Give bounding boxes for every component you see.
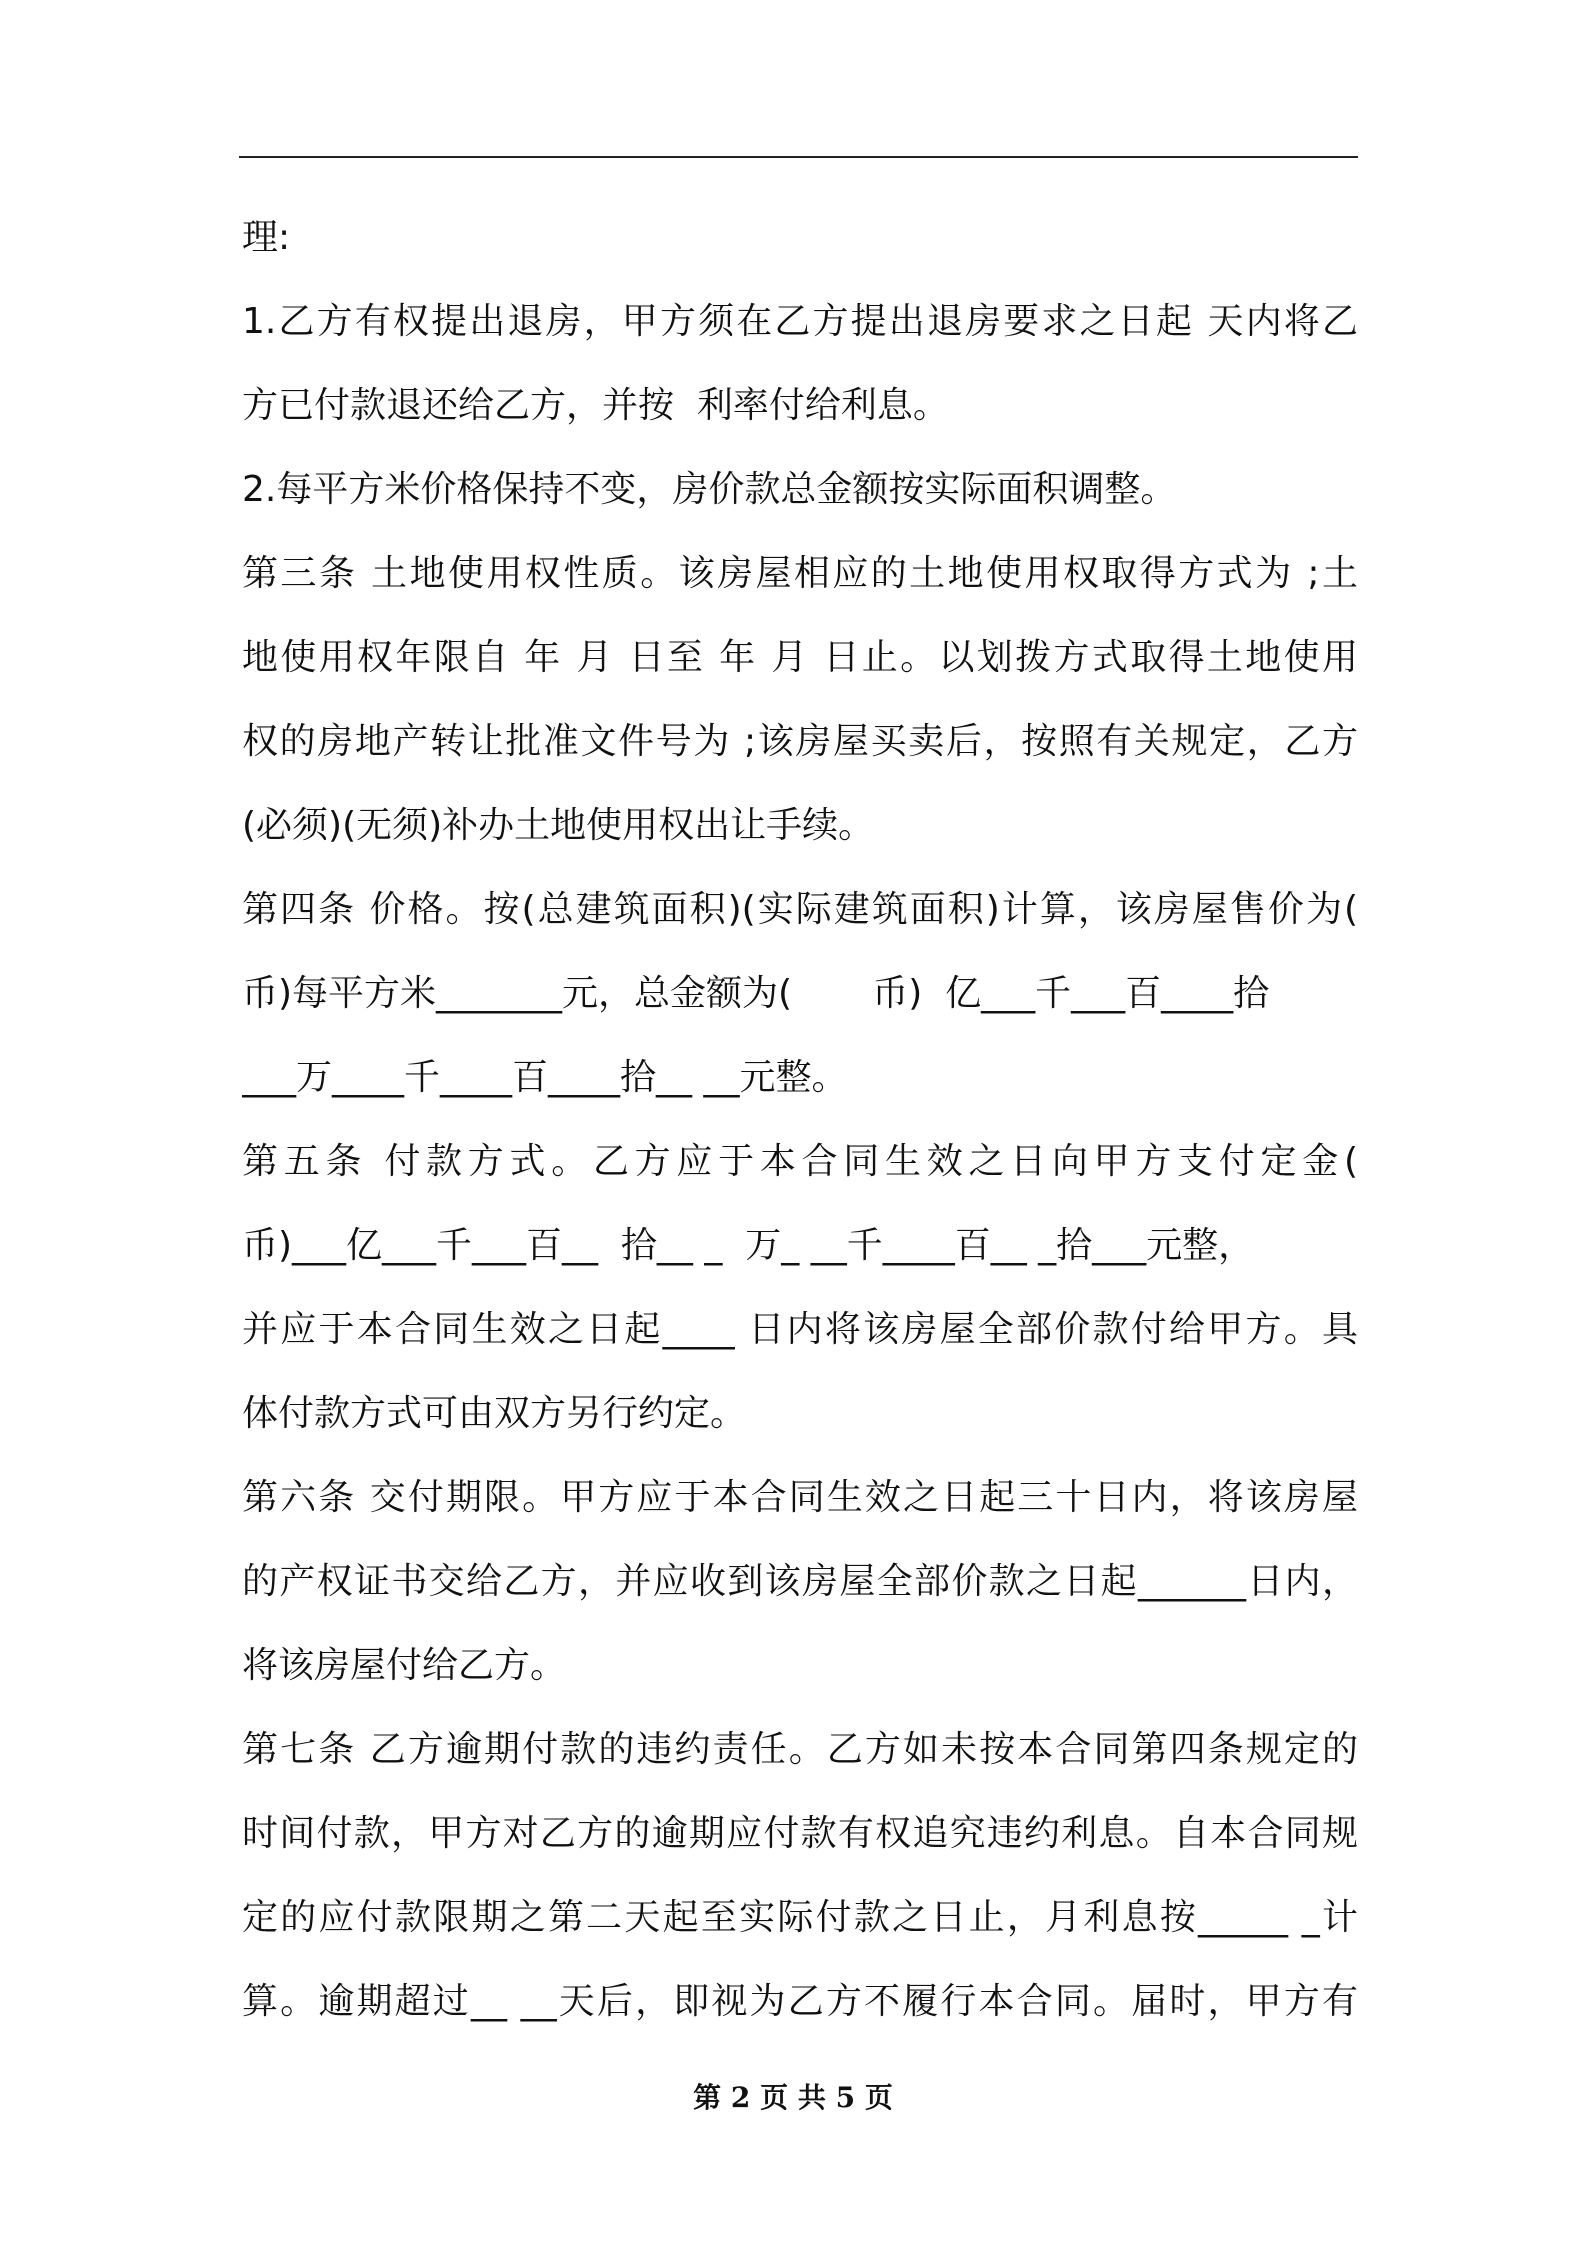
text-line: 时间付款，甲方对乙方的逾期应付款有权追究违约利息。自本合同规	[242, 1813, 1358, 1854]
text-line: 权的房地产转让批准文件号为 ;该房屋买卖后，按照有关规定，乙方	[242, 721, 1358, 762]
page-number: 第 2 页 共 5 页	[693, 2081, 893, 2114]
text-line: 第五条 付款方式。乙方应于本合同生效之日向甲方支付定金(	[242, 1141, 1358, 1182]
text-line: 地使用权年限自 年 月 日至 年 月 日止。以划拨方式取得土地使用	[242, 637, 1358, 678]
header-rule	[239, 156, 1358, 158]
text-line: 定的应付款限期之第二天起至实际付款之日止，月利息按_____ _计	[242, 1897, 1358, 1938]
text-line: 第七条 乙方逾期付款的违约责任。乙方如未按本合同第四条规定的	[242, 1729, 1358, 1770]
text-line: 并应于本合同生效之日起____ 日内将该房屋全部价款付给甲方。具	[242, 1309, 1358, 1350]
text-line: 第六条 交付期限。甲方应于本合同生效之日起三十日内，将该房屋	[242, 1477, 1358, 1518]
text-line: 1.乙方有权提出退房，甲方须在乙方提出退房要求之日起 天内将乙	[242, 301, 1358, 342]
text-line: 币)每平方米_______元，总金额为( 币) 亿___千___百____拾	[242, 973, 1270, 1014]
text-line: 将该房屋付给乙方。	[242, 1645, 567, 1686]
text-line: 第三条 土地使用权性质。该房屋相应的土地使用权取得方式为 ;土	[242, 553, 1358, 594]
text-line: 体付款方式可由双方另行约定。	[242, 1393, 747, 1434]
text-line: 2.每平方米价格保持不变，房价款总金额按实际面积调整。	[242, 469, 1177, 510]
text-line: 方已付款退还给乙方，并按 利率付给利息。	[242, 385, 949, 426]
text-line: (必须)(无须)补办土地使用权出让手续。	[242, 805, 875, 846]
text-line: 第四条 价格。按(总建筑面积)(实际建筑面积)计算，该房屋售价为(	[242, 889, 1358, 930]
text-line: 算。逾期超过__ __天后，即视为乙方不履行本合同。届时，甲方有	[242, 1981, 1358, 2022]
document-body	[242, 196, 1358, 2044]
text-line: 理:	[242, 217, 291, 258]
text-line: ___万____千____百____拾__ __元整。	[242, 1057, 848, 1098]
text-line: 币)___亿___千___百__ 拾__ _ 万_ __千____百__ _拾___元整，	[242, 1225, 1255, 1266]
text-line: 的产权证书交给乙方，并应收到该房屋全部价款之日起______日内，	[242, 1561, 1358, 1602]
